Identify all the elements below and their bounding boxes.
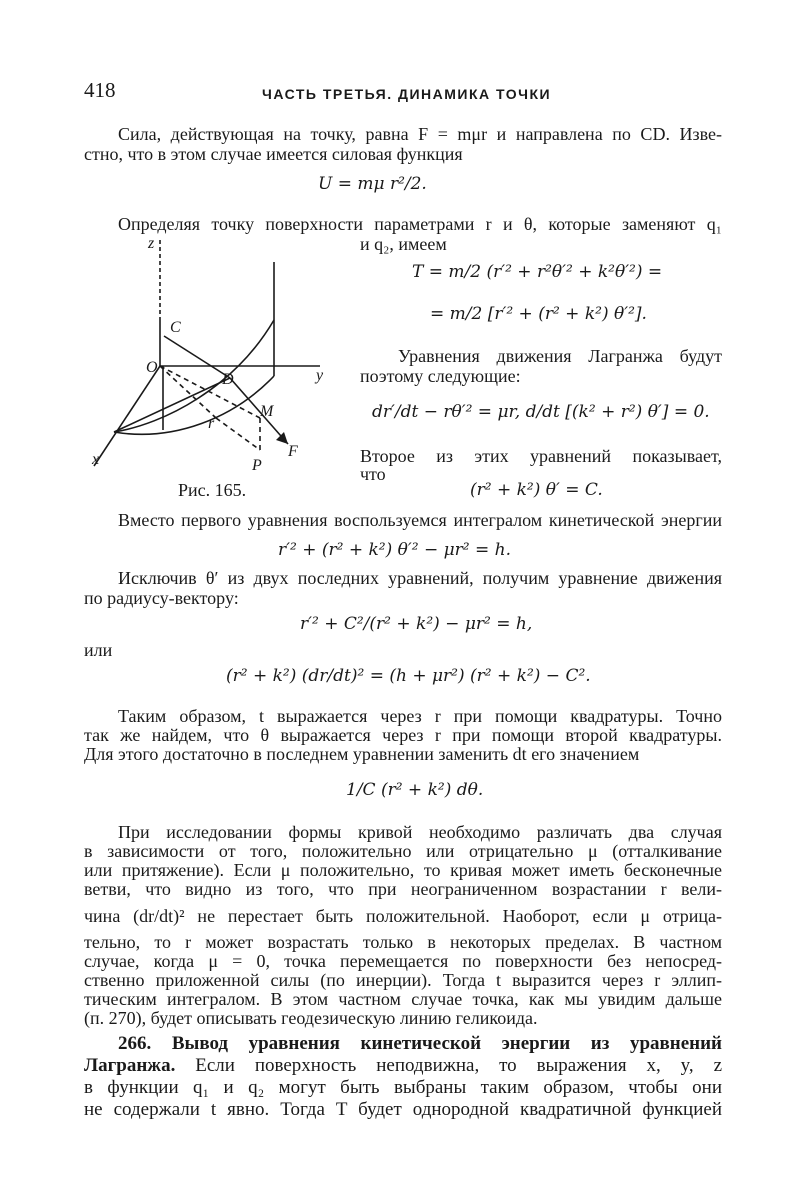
params-line-1: Определяя точку поверхности параметрами r и θ, которые заменяют q₁	[118, 214, 722, 234]
investigation-line-4: ветви, что видно из того, что при неограниченном возрастании r вели-	[84, 879, 722, 899]
investigation-line-8: ственно приложенной силы (по инерции). Тогда t выразится через r эллип-	[84, 970, 722, 990]
label-f: F	[288, 443, 298, 460]
rp-dashed	[216, 418, 260, 450]
word-ili: или	[84, 640, 113, 660]
investigation-line-9: тическим интегралом. В этом частном случае точка, как мы увидим дальше	[84, 989, 722, 1009]
om-dashed	[160, 366, 260, 418]
lagrange-line-1: Уравнения движения Лагранжа будут	[398, 346, 722, 366]
label-p: P	[252, 457, 262, 474]
label-d: D	[222, 371, 234, 388]
label-r: r	[208, 415, 215, 432]
energy-intro: Вместо первого уравнения воспользуемся интегралом кинетической энергии	[118, 510, 722, 530]
section-text-1: Если поверхность неподвижна, то выражения x, y, z	[195, 1055, 723, 1076]
equation-radial-2: (r² + k²) (dr/dt)² = (h + μr²) (r² + k²) − C².	[226, 666, 591, 686]
investigation-line-5: чина (dr/dt)² не перестает быть положительной. Наоборот, если μ отрица-	[84, 906, 722, 926]
label-m: M	[260, 403, 274, 420]
investigation-line-1: При исследовании формы кривой необходимо различать два случая	[118, 822, 722, 842]
equation-lagrange: dr′/dt − rθ′² = μr, d/dt [(k² + r²) θ′] = 0.	[372, 402, 710, 422]
equation-energy: r′² + (r² + k²) θ′² − μr² = h.	[278, 540, 511, 560]
quadrature-line-3: Для этого достаточно в последнем уравнении заменить dt его значением	[84, 744, 640, 764]
lower-curve	[114, 376, 274, 434]
label-c: C	[170, 319, 181, 336]
section-title-2: Лагранжа.	[84, 1055, 176, 1076]
investigation-line-3: или притяжение). Если μ положительно, то кривая может иметь бесконечные	[84, 860, 722, 880]
quadrature-line-2: так же найдем, что θ выражается через r при помощи второй квадратуры.	[84, 725, 722, 745]
equation-t-1: T = m/2 (r′² + r²θ′² + k²θ′²) =	[412, 262, 663, 282]
section-title-1: Вывод уравнения кинетической энергии из уравнений	[171, 1033, 722, 1054]
running-title: ЧАСТЬ ТРЕТЬЯ. ДИНАМИКА ТОЧКИ	[262, 86, 552, 102]
exclude-line-1: Исключив θ′ из двух последних уравнений, получим уравнение движения	[118, 568, 722, 588]
equation-t-2: = m/2 [r′² + (r² + k²) θ′²].	[430, 304, 647, 324]
investigation-line-6: тельно, то r может возрастать только в некоторых пределах. В частном	[84, 932, 722, 952]
force-arrowhead	[276, 432, 288, 444]
equation-radial: r′² + C²/(r² + k²) − μr² = h,	[300, 614, 533, 634]
intro-line-1: Сила, действующая на точку, равна F = mμr и направлена по CD. Изве-	[118, 124, 722, 144]
exclude-line-2: по радиусу-вектору:	[84, 588, 239, 608]
intro-line-2: стно, что в этом случае имеется силовая функция	[84, 144, 463, 164]
equation-u: U = mμ r²/2.	[318, 174, 427, 194]
lagrange-line-2: поэтому следующие:	[360, 366, 521, 386]
section-text-2: в функции q₁ и q₂ могут быть выбраны таким образом, чтобы они	[84, 1077, 722, 1098]
section-title-line-1	[118, 1032, 722, 1055]
params-line-2: и q₂, имеем	[360, 234, 447, 254]
page-number: 418	[84, 78, 116, 102]
equation-area: (r² + k²) θ′ = C.	[470, 480, 603, 500]
second-line-2: что	[360, 464, 386, 484]
investigation-line-10: (п. 270), будет описывать геодезическую линию геликоида.	[84, 1008, 538, 1028]
cd-line	[164, 336, 230, 378]
section-number: 266.	[118, 1033, 152, 1054]
section-text-3: не содержали t явно. Тогда T будет однородной квадратичной функцией	[84, 1099, 722, 1120]
section-title-line-2	[84, 1054, 722, 1077]
helix-curve	[114, 320, 274, 432]
second-line-1: Второе из этих уравнений показывает,	[360, 446, 722, 466]
quadrature-line-1: Таким образом, t выражается через r при помощи квадратуры. Точно	[118, 706, 722, 726]
label-z: z	[148, 235, 155, 252]
figure-caption: Рис. 165.	[178, 480, 247, 500]
investigation-line-2: в зависимости от того, положительно или отрицательно μ (отталкивание	[84, 841, 722, 861]
figure-165	[84, 228, 360, 500]
investigation-line-7: случае, когда μ = 0, точка перемещается по поверхности без непосред-	[84, 951, 722, 971]
label-o: O	[146, 359, 158, 376]
label-y: y	[316, 367, 324, 384]
equation-dt: 1/C (r² + k²) dθ.	[346, 780, 484, 800]
label-x: x	[92, 451, 100, 468]
